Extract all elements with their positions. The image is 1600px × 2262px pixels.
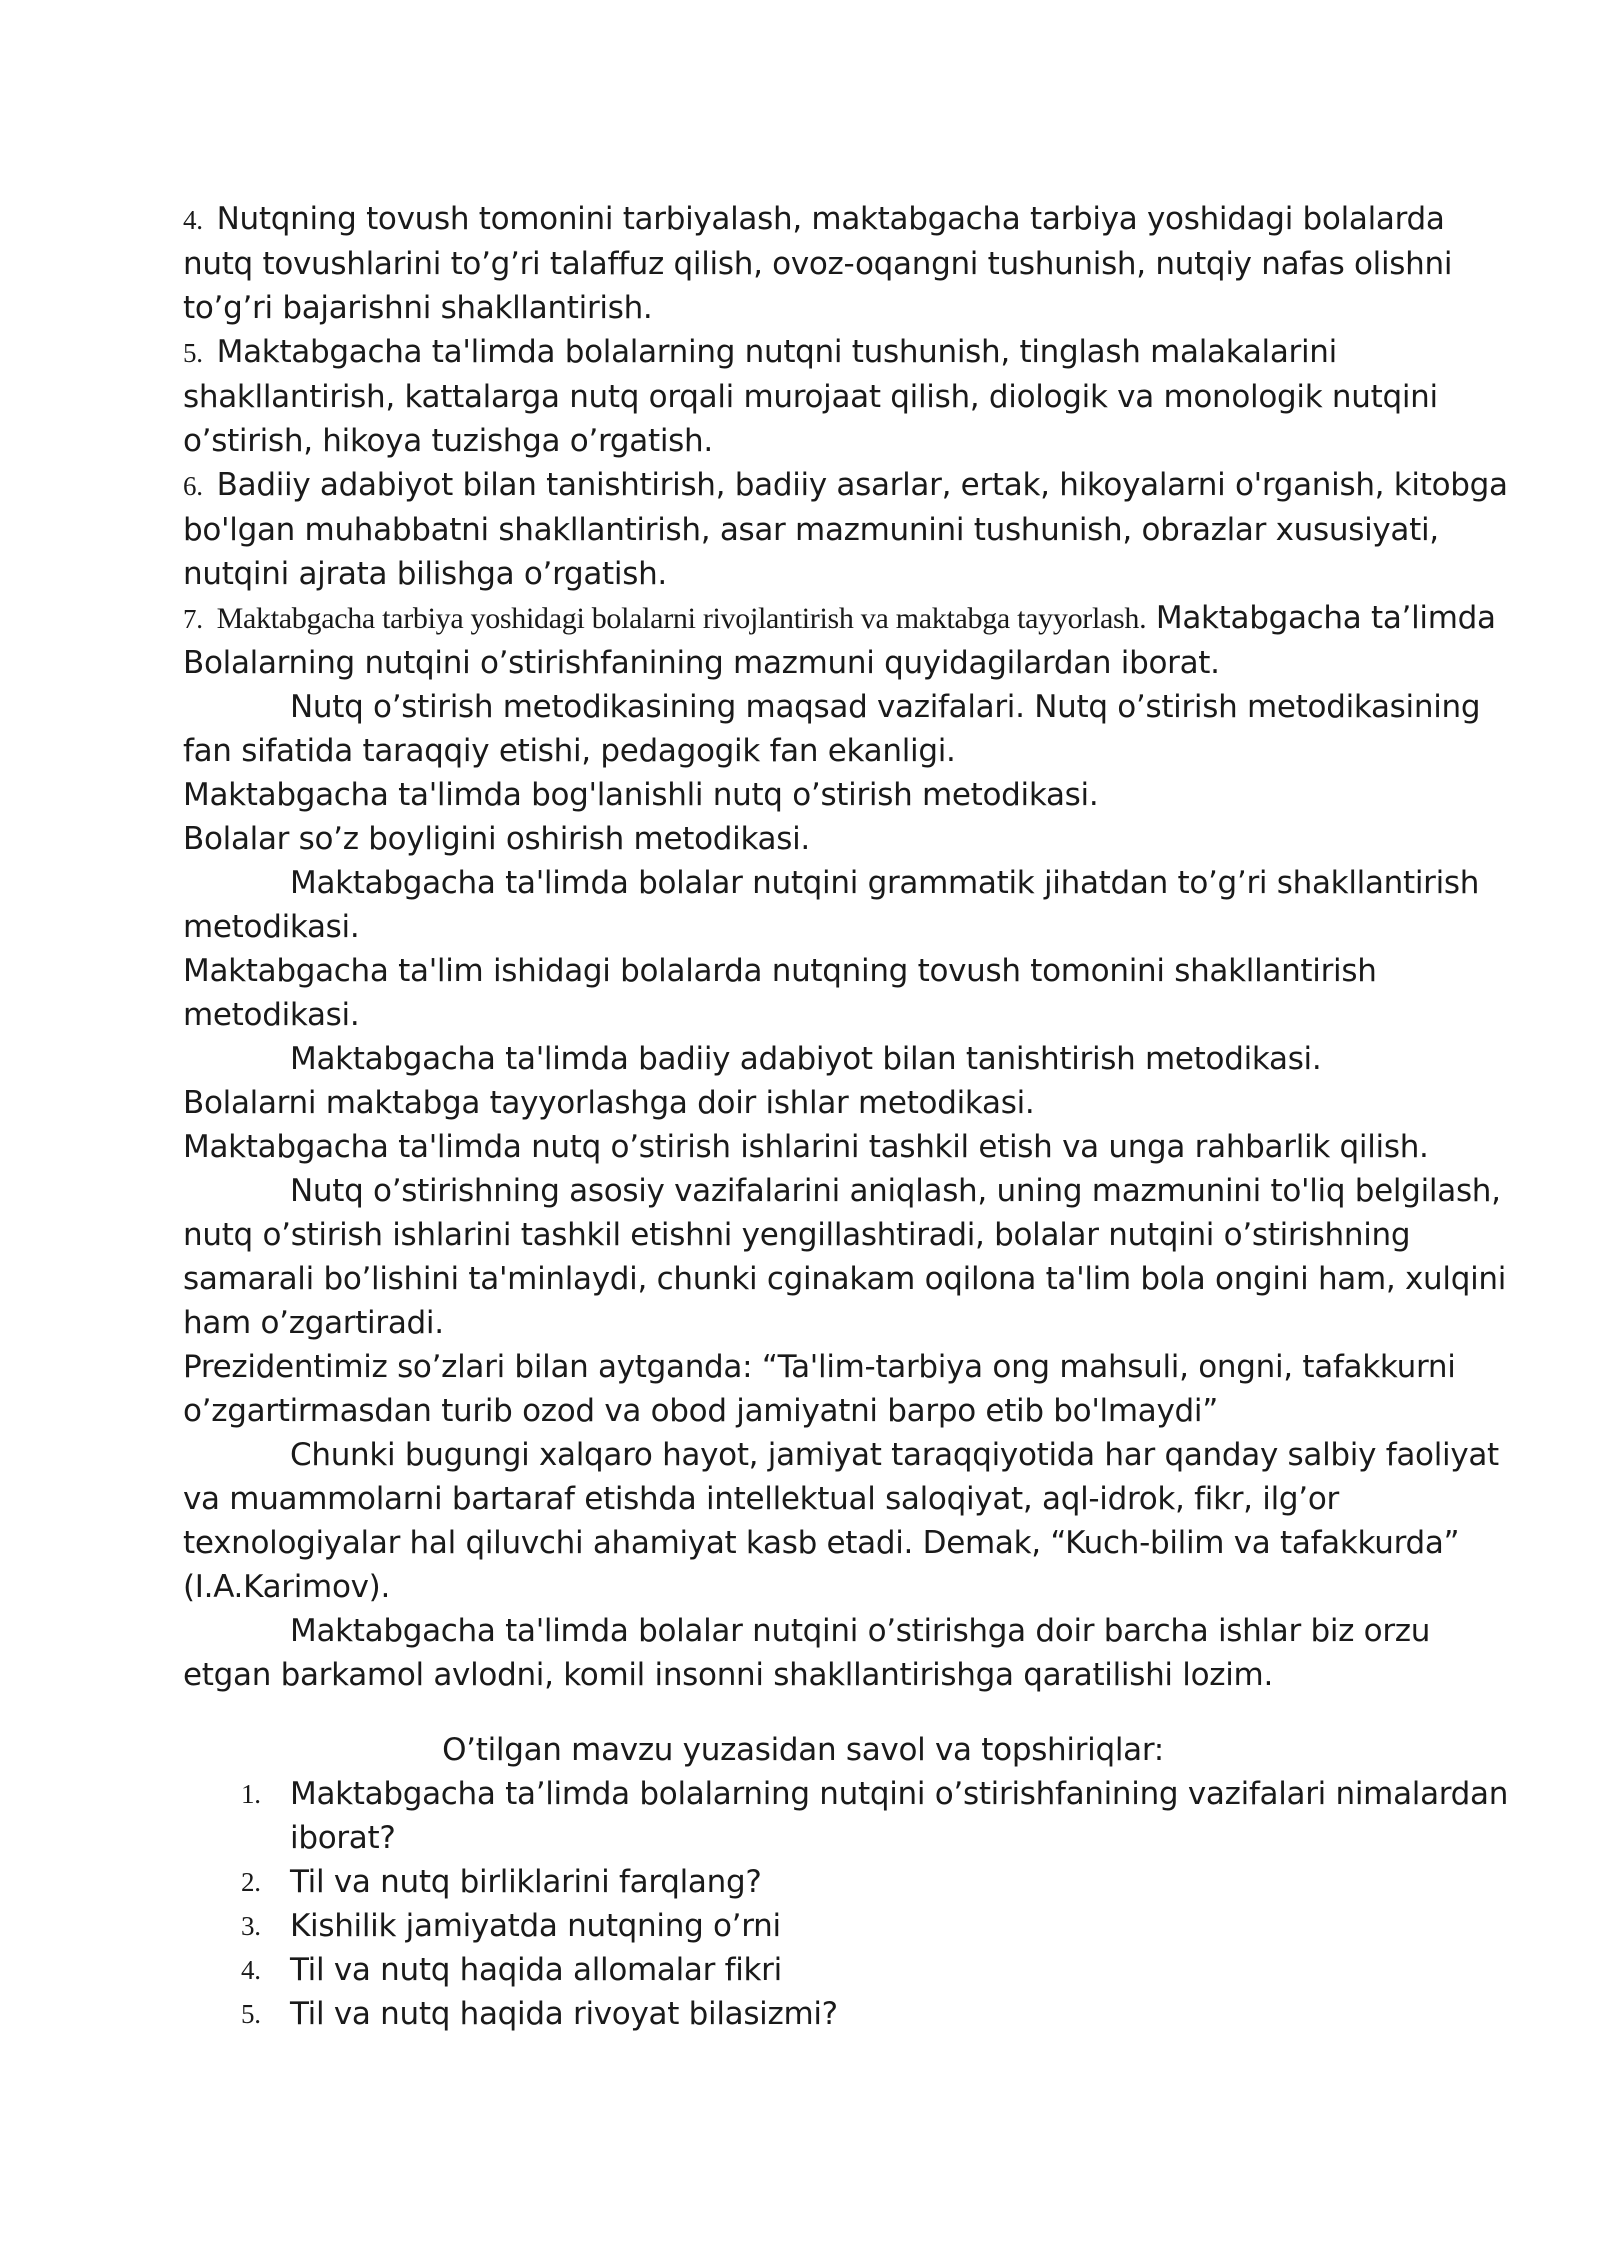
question-item	[183, 1772, 1513, 1860]
item-text: Maktabgacha ta'limda bolalarning nutqni tushunish, tinglash malakalarini shakllantirish, kattalarga nutq orqali murojaat qilish, diologik va monologik nutqini o’stirish, hikoya tuzishga o’rgatish.	[183, 334, 1438, 459]
item-number: 7.	[183, 604, 203, 634]
paragraph: Maktabgacha ta'lim ishidagi bolalarda nutqning tovush tomonini shakllantirish metodikasi.	[183, 953, 1377, 1033]
question-item	[183, 1948, 1513, 1992]
questions-heading: O’tilgan mavzu yuzasidan savol va topshiriqlar:	[442, 1732, 1164, 1768]
question-text: Til va nutq haqida rivoyat bilasizmi?	[290, 1996, 838, 2032]
question-number: 3.	[241, 1911, 261, 1941]
paragraph: Chunki bugungi xalqaro hayot, jamiyat taraqqiyotida har qanday salbiy faoliyat va muammolarni bartaraf etishda intellektual saloqiyat, aql-idrok, fikr, ilg’or texnologiyalar hal qiluvchi ahamiyat kasb etadi. Demak, “Kuch-bilim va tafakkurda” (I.A.Karimov).	[183, 1437, 1499, 1605]
numbered-item-7	[183, 596, 1513, 685]
questions-list	[183, 1772, 1513, 2036]
paragraph: Bolalar so’z boyligini oshirish metodikasi.	[183, 821, 810, 857]
question-number: 1.	[241, 1779, 261, 1809]
item-text: Badiiy adabiyot bilan tanishtirish, badiiy asarlar, ertak, hikoyalarni o'rganish, kitobga bo'lgan muhabbatni shakllantirish, asar mazmunini tushunish, obrazlar xususiyati, nutqini ajrata bilishga o’rgatish.	[183, 467, 1508, 592]
question-text: Til va nutq haqida allomalar fikri	[290, 1952, 782, 1988]
document-page	[183, 197, 1513, 2036]
question-number: 4.	[241, 1955, 261, 1985]
item-number: 4.	[183, 205, 203, 235]
question-number: 5.	[241, 1999, 261, 2029]
item-number: 5.	[183, 338, 203, 368]
item-serif-text: Maktabgacha tarbiya yoshidagi bolalarni rivojlantirish va maktabga tayyorlash.	[216, 602, 1147, 635]
paragraph: Bolalarni maktabga tayyorlashga doir ishlar metodikasi.	[183, 1085, 1035, 1121]
paragraph: Maktabgacha ta'limda bog'lanishli nutq o’stirish metodikasi.	[183, 777, 1099, 813]
paragraph: Nutq o’stirishning asosiy vazifalarini aniqlash, uning mazmunini to'liq belgilash, nutq o’stirish ishlarini tashkil etishni yengillashtiradi, bolalar nutqini o’stirishning samarali bo’lishini ta'minlaydi, chunki cginakam oqilona ta'lim bola ongini ham, xulqini ham o’zgartiradi.	[183, 1173, 1507, 1341]
item-number: 6.	[183, 471, 203, 501]
numbered-item-6	[183, 463, 1513, 596]
question-item	[183, 1992, 1513, 2036]
paragraph: Prezidentimiz so’zlari bilan aytganda: “Ta'lim-tarbiya ong mahsuli, ongni, tafakkurni o’zgartirmasdan turib ozod va obod jamiyatni barpo etib bo'lmaydi”	[183, 1349, 1456, 1429]
item-text: Maktabgacha ta’limda Bolalarning nutqini o’stirishfanining mazmuni quyidagilardan iborat.	[183, 600, 1496, 681]
question-text: Maktabgacha ta’limda bolalarning nutqini o’stirishfanining vazifalari nimalardan iborat?	[290, 1776, 1509, 1856]
paragraph: Nutq o’stirish metodikasining maqsad vazifalari. Nutq o’stirish metodikasining fan sifatida taraqqiy etishi, pedagogik fan ekanligi.	[183, 689, 1481, 769]
question-text: Kishilik jamiyatda nutqning o’rni	[290, 1908, 781, 1944]
question-item	[183, 1904, 1513, 1948]
paragraph: Maktabgacha ta'limda badiiy adabiyot bilan tanishtirish metodikasi.	[290, 1041, 1322, 1077]
question-number: 2.	[241, 1867, 261, 1897]
numbered-item-5	[183, 330, 1513, 463]
numbered-item-4	[183, 197, 1513, 330]
question-text: Til va nutq birliklarini farqlang?	[290, 1864, 762, 1900]
paragraph: Maktabgacha ta'limda bolalar nutqini grammatik jihatdan to’g’ri shakllantirish metodikasi.	[183, 865, 1480, 945]
paragraph: Maktabgacha ta'limda bolalar nutqini o’stirishga doir barcha ishlar biz orzu etgan barkamol avlodni, komil insonni shakllantirishga qaratilishi lozim.	[183, 1613, 1431, 1693]
paragraph: Maktabgacha ta'limda nutq o’stirish ishlarini tashkil etish va unga rahbarlik qilish.	[183, 1129, 1429, 1165]
question-item	[183, 1860, 1513, 1904]
item-text: Nutqning tovush tomonini tarbiyalash, maktabgacha tarbiya yoshidagi bolalarda nutq tovushlarini to’g’ri talaffuz qilish, ovoz-oqangni tushunish, nutqiy nafas olishni to’g’ri bajarishni shakllantirish.	[183, 201, 1453, 326]
